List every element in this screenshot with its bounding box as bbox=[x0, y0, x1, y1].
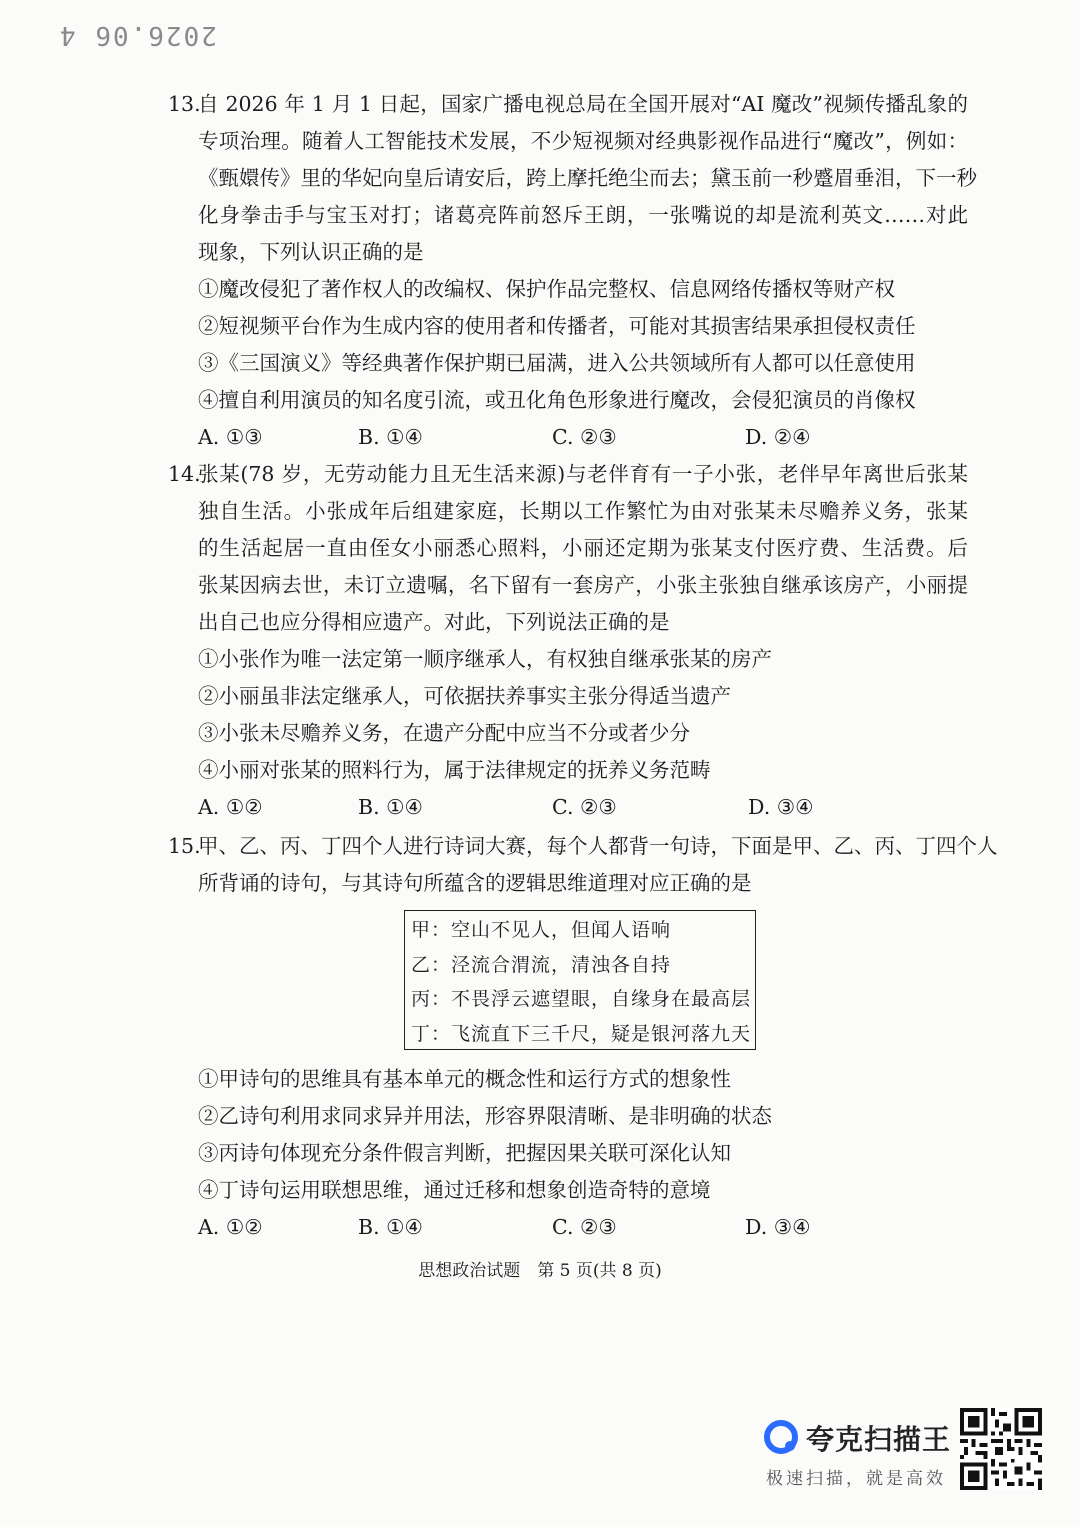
answer-choice-a: A. ①③ bbox=[198, 425, 263, 449]
answer-choice-c: C. ②③ bbox=[552, 425, 617, 449]
page-footer: 思想政治试题 第 5 页(共 8 页) bbox=[418, 1261, 662, 1281]
qr-code-icon bbox=[960, 1408, 1042, 1490]
question-stem-line: 出自己也应分得相应遗产。对此，下列说法正确的是 bbox=[198, 610, 670, 634]
statement-option: ②乙诗句利用求同求异并用法，形容界限清晰、是非明确的状态 bbox=[198, 1104, 772, 1128]
answer-choice-a: A. ①② bbox=[198, 1215, 263, 1239]
question-number: 15. bbox=[168, 834, 201, 858]
question-stem-line: 专项治理。随着人工智能技术发展，不少短视频对经典影视作品进行“魔改”，例如： bbox=[198, 129, 968, 153]
scan-stamp: 2026.06 4 bbox=[58, 20, 217, 50]
answer-choice-b: B. ①④ bbox=[358, 1215, 423, 1239]
answer-choice-d: D. ③④ bbox=[745, 1215, 811, 1239]
question-stem-line: 的生活起居一直由侄女小丽悉心照料，小丽还定期为张某支付医疗费、生活费。后 bbox=[198, 536, 968, 560]
statement-option: ③《三国演义》等经典著作保护期已届满，进入公共领域所有人都可以任意使用 bbox=[198, 351, 916, 375]
question-stem-line: 《甄嬛传》里的华妃向皇后请安后，跨上摩托绝尘而去；黛玉前一秒蹙眉垂泪，下一秒 bbox=[198, 166, 977, 190]
statement-option: ②短视频平台作为生成内容的使用者和传播者，可能对其损害结果承担侵权责任 bbox=[198, 314, 916, 338]
answer-choice-b: B. ①④ bbox=[358, 425, 423, 449]
question-stem-line: 化身拳击手与宝玉对打；诸葛亮阵前怒斥王朗，一张嘴说的却是流利英文……对此 bbox=[198, 203, 968, 227]
statement-option: ④小丽对张某的照料行为，属于法律规定的抚养义务范畴 bbox=[198, 758, 711, 782]
statement-option: ①小张作为唯一法定第一顺序继承人，有权独自继承张某的房产 bbox=[198, 647, 772, 671]
answer-choice-c: C. ②③ bbox=[552, 1215, 617, 1239]
answer-choice-d: D. ③④ bbox=[748, 795, 814, 819]
statement-option: ④丁诗句运用联想思维，通过迁移和想象创造奇特的意境 bbox=[198, 1178, 711, 1202]
answer-choice-c: C. ②③ bbox=[552, 795, 617, 819]
question-number: 14. bbox=[168, 462, 201, 486]
statement-option: ③丙诗句体现充分条件假言判断，把握因果关联可深化认知 bbox=[198, 1141, 731, 1165]
scanner-app-name: 夸克扫描王 bbox=[806, 1423, 952, 1456]
question-stem-line: 张某(78 岁，无劳动能力且无生活来源)与老伴育有一子小张，老伴早年离世后张某 bbox=[198, 462, 968, 486]
question-stem-line: 张某因病去世，未订立遗嘱，名下留有一套房产，小张主张独自继承该房产，小丽提 bbox=[198, 573, 968, 597]
question-stem-line: 自 2026 年 1 月 1 日起，国家广播电视总局在全国开展对“AI 魔改”视频传播乱象的 bbox=[198, 92, 968, 116]
question-stem-line: 所背诵的诗句，与其诗句所蕴含的逻辑思维道理对应正确的是 bbox=[198, 871, 752, 895]
quark-logo-icon bbox=[764, 1420, 798, 1454]
poem-line: 乙：泾流合渭流，清浊各自持 bbox=[411, 953, 672, 976]
question-stem-line: 甲、乙、丙、丁四个人进行诗词大赛，每个人都背一句诗，下面是甲、乙、丙、丁四个人 bbox=[198, 834, 998, 858]
statement-option: ①魔改侵犯了著作权人的改编权、保护作品完整权、信息网络传播权等财产权 bbox=[198, 277, 895, 301]
question-stem-line: 现象，下列认识正确的是 bbox=[198, 240, 424, 264]
statement-option: ③小张未尽赡养义务，在遗产分配中应当不分或者少分 bbox=[198, 721, 690, 745]
poem-line: 丁：飞流直下三千尺，疑是银河落九天 bbox=[411, 1022, 752, 1045]
answer-choice-a: A. ①② bbox=[198, 795, 263, 819]
statement-option: ①甲诗句的思维具有基本单元的概念性和运行方式的想象性 bbox=[198, 1067, 731, 1091]
question-stem-line: 独自生活。小张成年后组建家庭，长期以工作繁忙为由对张某未尽赡养义务，张某 bbox=[198, 499, 968, 523]
poem-line: 丙：不畏浮云遮望眼，自缘身在最高层 bbox=[411, 988, 752, 1010]
answer-choice-b: B. ①④ bbox=[358, 795, 423, 819]
question-number: 13. bbox=[168, 92, 201, 116]
poem-line: 甲：空山不见人，但闻人语响 bbox=[411, 919, 672, 941]
statement-option: ④擅自利用演员的知名度引流，或丑化角色形象进行魔改，会侵犯演员的肖像权 bbox=[198, 388, 916, 412]
answer-choice-d: D. ②④ bbox=[745, 425, 811, 449]
statement-option: ②小丽虽非法定继承人，可依据扶养事实主张分得适当遗产 bbox=[198, 684, 731, 708]
poem-box bbox=[404, 910, 756, 1050]
scanner-slogan: 极速扫描，就是高效 bbox=[766, 1469, 946, 1489]
